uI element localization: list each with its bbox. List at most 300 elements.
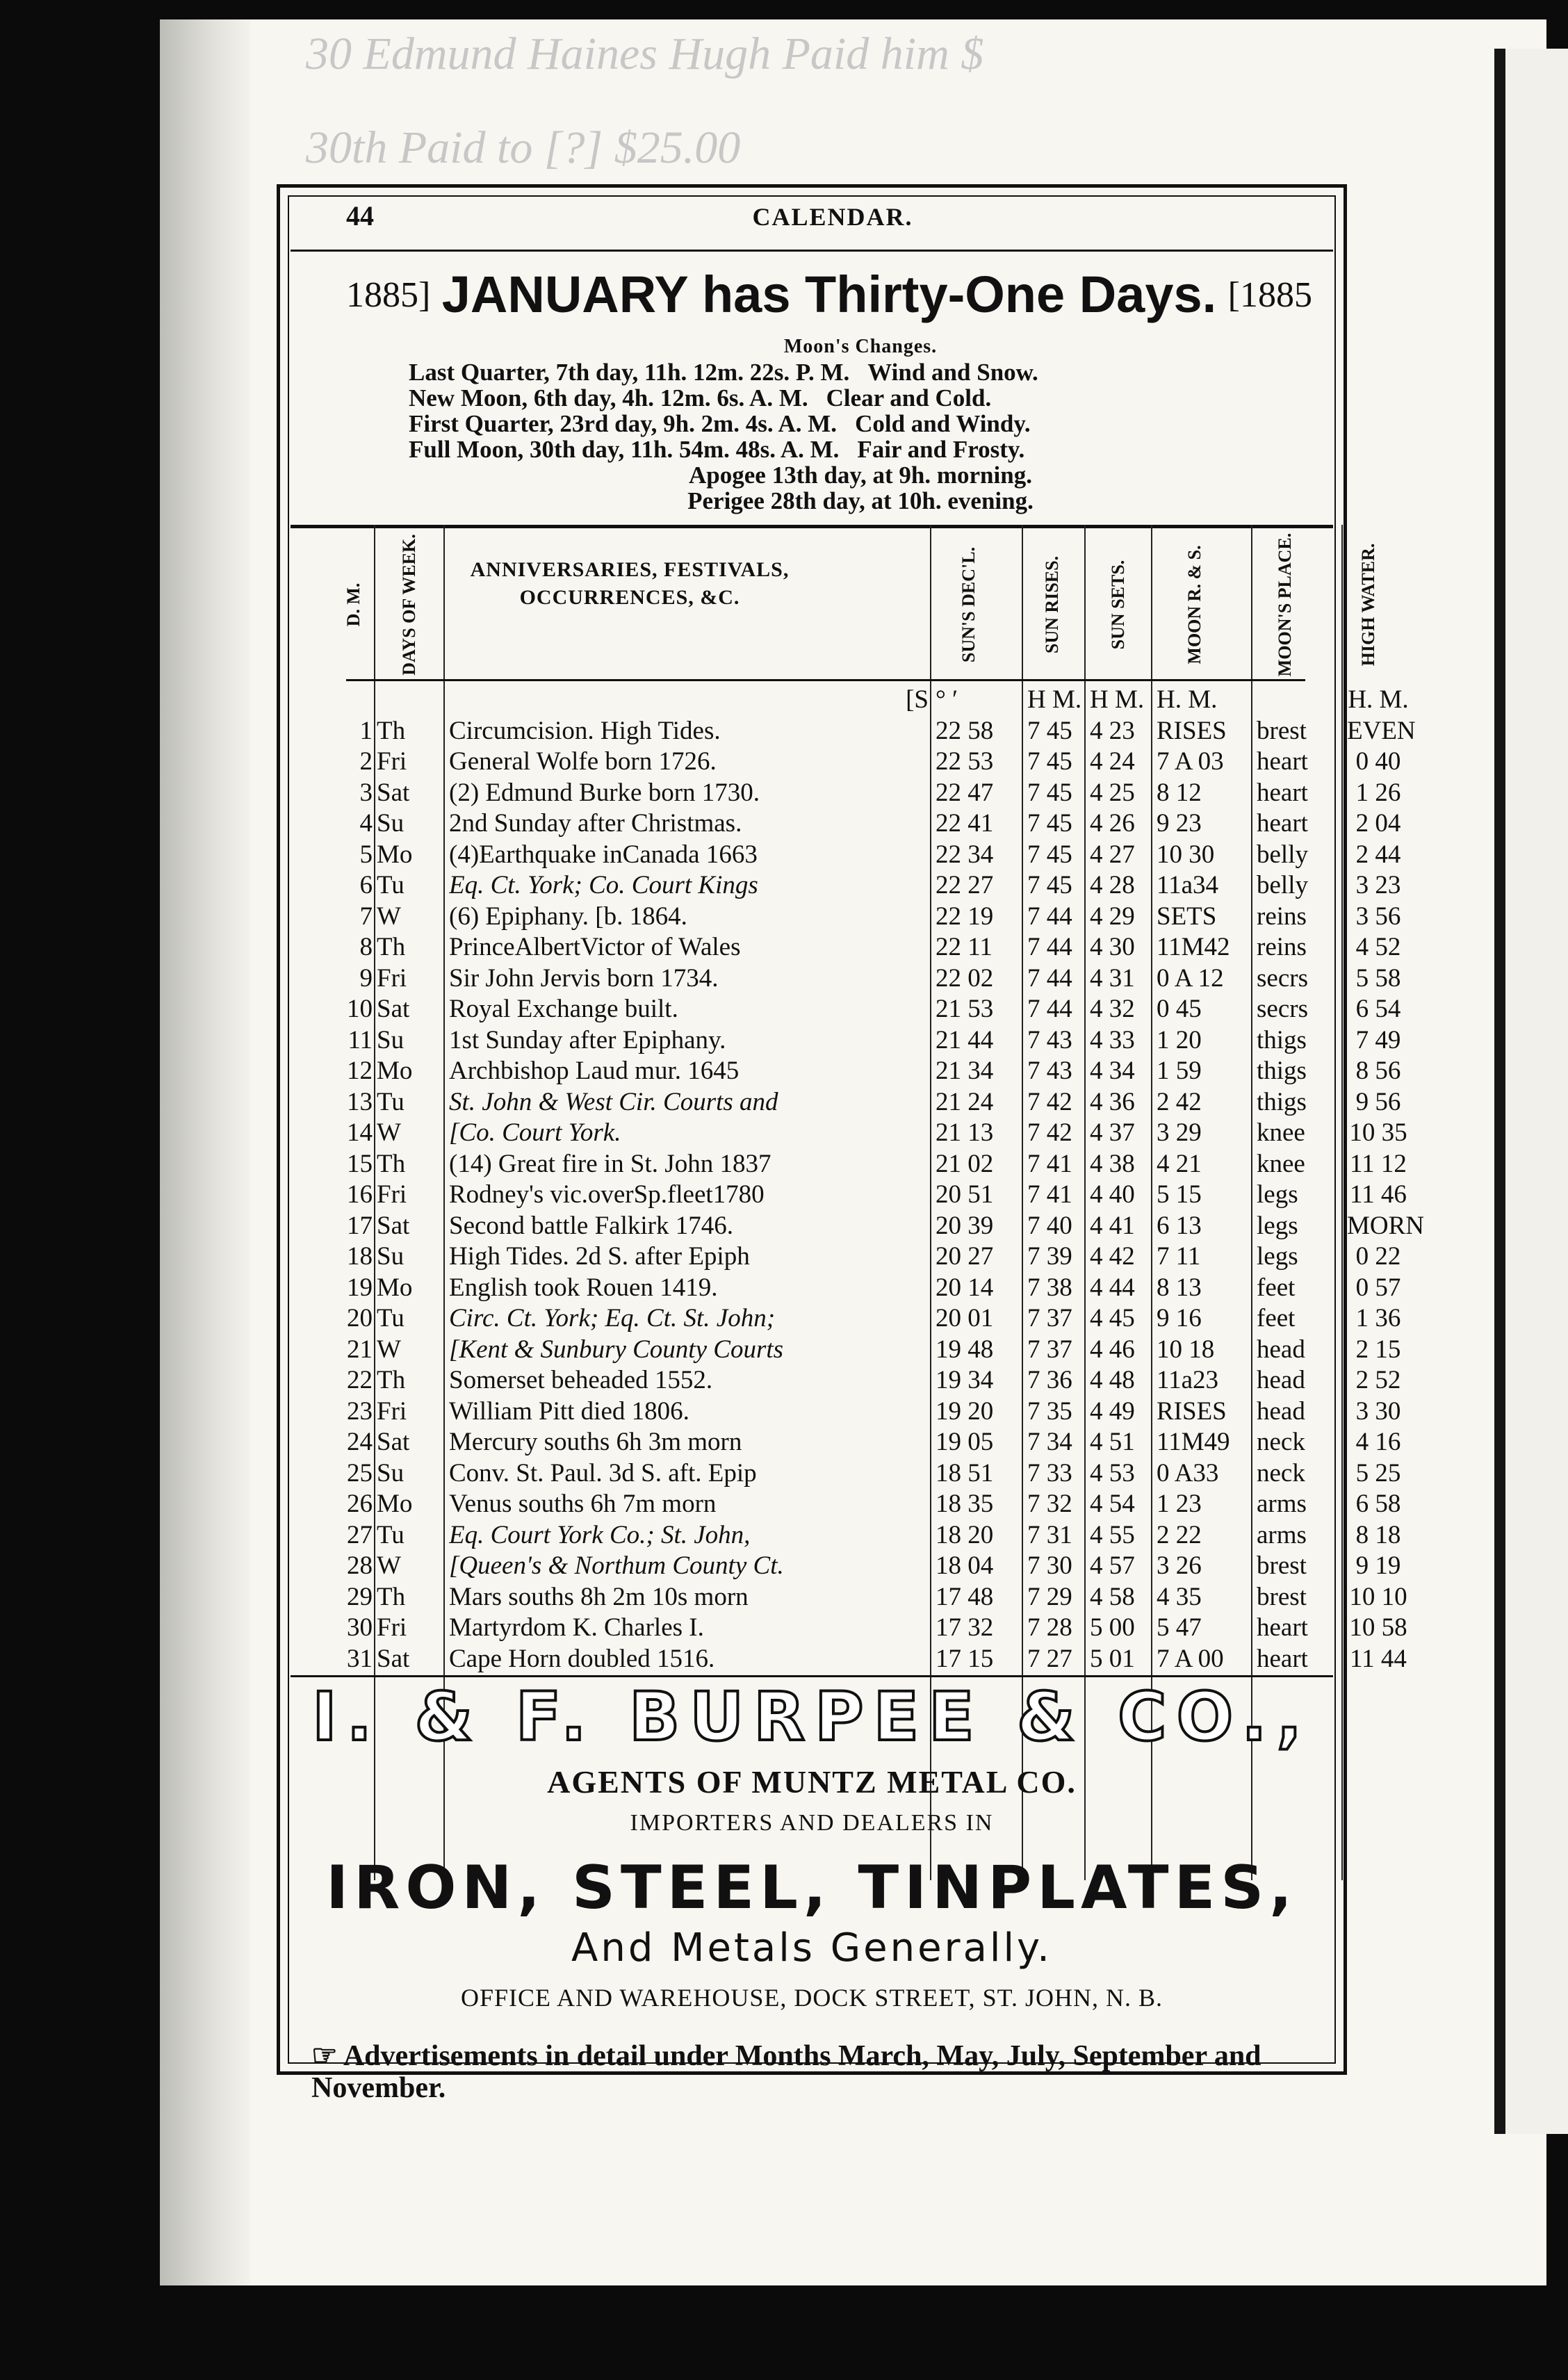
high-water: 8 18 [1355,1520,1401,1549]
moon-place: head [1257,1396,1305,1426]
page-number: 44 [346,200,374,231]
ad-note: ☞ Advertisements in detail under Months March, May, July, September and November. [311,2040,1261,2104]
calendar-table [338,685,1425,1674]
day-of-week: Su [377,1458,405,1488]
sun-rise: 7 44 [1027,933,1072,961]
sun-declination: 19 48 [936,1335,994,1364]
moon-place: feet [1257,1304,1296,1332]
day-of-week: Fri [377,747,407,776]
moon-line [409,385,1312,411]
sun-declination: 18 20 [936,1520,994,1549]
sun-set: 4 45 [1090,1304,1135,1332]
table-bottom-rule [291,1675,1333,1677]
day-of-month: 5 [359,840,373,869]
sun-rise: 7 43 [1027,1025,1072,1054]
sun-rise: 7 37 [1027,1304,1072,1332]
table-row [338,994,1401,1025]
sun-declination: 19 05 [936,1428,994,1456]
high-water: 3 23 [1355,871,1401,899]
sun-declination: 19 20 [936,1396,994,1426]
moon-place: heart [1257,809,1308,838]
moon-changes-heading: Moon's Changes. [783,336,938,357]
sun-declination: 22 02 [936,963,994,993]
high-water: MORN [1347,1211,1425,1240]
ad-metals: And Metals Generally. [571,1925,1052,1971]
day-of-week: Sat [377,1644,410,1673]
event: Rodney's vic.overSp.fleet1780 [449,1180,765,1209]
day-of-month: 11 [348,1025,373,1054]
event: [Kent & Sunbury County Courts [449,1335,784,1364]
sun-rise: 7 28 [1027,1613,1072,1642]
moon-place: brest [1257,1551,1307,1580]
sun-rise: 7 33 [1027,1458,1072,1488]
moon-place: belly [1257,871,1308,899]
sun-declination: 22 19 [936,902,994,931]
moon-place: heart [1257,1644,1308,1673]
moon-place: arms [1257,1520,1307,1549]
moon-rise-set: 7 A 00 [1157,1644,1224,1673]
table-row [338,963,1401,995]
event: 1st Sunday after Epiphany. [449,1025,726,1054]
sun-set: 4 51 [1090,1428,1135,1456]
day-of-month: 1 [359,716,373,745]
event: Conv. St. Paul. 3d S. aft. Epip [449,1458,757,1488]
sun-rise: 7 37 [1027,1335,1072,1364]
sun-rise: 7 44 [1027,995,1072,1023]
moon-place: legs [1257,1211,1298,1240]
moon-place: heart [1257,1613,1308,1642]
event: English took Rouen 1419. [449,1273,718,1302]
sun-declination: 19 34 [936,1366,994,1394]
sun-declination: 20 39 [936,1211,994,1240]
moon-rise-set: 1 23 [1157,1490,1202,1518]
table-row [338,747,1401,778]
table-row [338,778,1401,809]
day-of-month: 9 [359,963,373,993]
day-of-week: Fri [377,963,407,993]
sun-declination: 18 35 [936,1490,994,1518]
column-divider [1341,525,1343,1880]
sun-declination: 22 41 [936,809,994,838]
day-of-month: 8 [359,933,373,961]
sun-set: 4 34 [1090,1057,1135,1085]
units-hm: H M. [1027,685,1082,714]
day-of-week: Tu [377,871,405,899]
page-binding-shadow [160,19,250,2285]
sun-declination: 22 58 [936,716,994,745]
day-of-month: 20 [347,1304,373,1332]
sun-set: 4 28 [1090,871,1135,899]
event: PrinceAlbertVictor of Wales [449,933,741,961]
year-right: [1885 [1227,275,1312,315]
event: Sir John Jervis born 1734. [449,963,719,993]
moon-rise-set: RISES [1157,716,1227,745]
high-water: 9 56 [1355,1087,1401,1116]
moon-place: thigs [1257,1025,1307,1054]
day-of-month: 6 [359,871,373,899]
ad-importers: IMPORTERS AND DEALERS IN [630,1810,994,1836]
table-row [338,1303,1401,1335]
table-row [338,1180,1407,1211]
day-of-week: Su [377,809,405,838]
event: Somerset beheaded 1552. [449,1366,713,1394]
day-of-month: 16 [347,1180,373,1209]
table-row [338,1273,1401,1304]
moon-changes [409,334,1312,514]
day-of-month: 2 [359,747,373,776]
day-of-week: Fri [377,1180,407,1209]
header-rule [291,250,1333,252]
moon-rise-set: RISES [1157,1396,1227,1426]
moon-rise-set: 0 A33 [1157,1458,1219,1488]
moon-place: belly [1257,840,1308,869]
moon-place: thigs [1257,1057,1307,1085]
high-water: 10 58 [1349,1613,1407,1642]
day-of-month: 7 [359,902,373,931]
sun-declination: 22 47 [936,778,994,807]
day-of-week: Fri [377,1396,407,1426]
sun-set: 4 27 [1090,840,1135,869]
day-of-month: 25 [347,1458,373,1488]
day-of-month: 13 [347,1087,373,1116]
day-of-month: 14 [347,1118,373,1147]
event: Circumcision. High Tides. [449,716,721,745]
event: St. John & West Cir. Courts and [449,1087,778,1116]
event: High Tides. 2d S. after Epiph [449,1242,750,1271]
moon-rise-set: 11a34 [1157,871,1219,899]
moon-weather: Wind and Snow. [867,359,1038,386]
day-of-week: Sat [377,778,410,807]
day-of-month: 31 [347,1644,373,1673]
facing-page-edge [1494,49,1568,2134]
moon-rise-set: 3 29 [1157,1118,1202,1147]
event: Cape Horn doubled 1516. [449,1644,715,1673]
sun-rise: 7 45 [1027,809,1072,838]
sun-rise: 7 41 [1027,1180,1072,1209]
high-water: 4 16 [1355,1428,1401,1456]
sun-rise: 7 45 [1027,747,1072,776]
day-of-month: 3 [359,778,373,807]
year-left: 1885] [346,275,431,315]
day-of-month: 19 [347,1273,373,1302]
event: Mercury souths 6h 3m morn [449,1428,742,1456]
day-of-month: 30 [347,1613,373,1642]
event: Eq. Court York Co.; St. John, [449,1520,751,1549]
sun-set: 4 30 [1090,933,1135,961]
sun-rise: 7 34 [1027,1428,1072,1456]
moon-rise-set: 6 13 [1157,1211,1202,1240]
table-row [338,1489,1401,1520]
high-water: 2 15 [1355,1335,1401,1364]
day-of-week: Fri [377,1613,407,1642]
sun-set: 4 26 [1090,809,1135,838]
moon-phase: Last Quarter, 7th day, 11h. 12m. 22s. P. M. [409,359,850,386]
high-water: 0 57 [1355,1273,1401,1302]
day-of-month: 17 [347,1211,373,1240]
day-of-month: 4 [359,809,373,838]
table-row [338,1365,1401,1396]
moon-place: head [1257,1366,1305,1394]
day-of-week: Th [377,1582,406,1611]
units-s: [S [906,685,929,714]
sun-set: 4 48 [1090,1366,1135,1394]
day-of-week: Mo [377,1273,413,1302]
table-row [338,1644,1407,1675]
column-headers [338,532,1378,685]
month-title: JANUARY has Thirty-One Days. [441,266,1217,323]
col-moon-rises-sets: MOON R. & S. [1184,545,1204,665]
high-water: 9 19 [1355,1551,1401,1580]
sun-declination: 21 44 [936,1025,994,1054]
moon-rise-set: 3 26 [1157,1551,1202,1580]
sun-rise: 7 36 [1027,1366,1072,1394]
moon-place: heart [1257,778,1308,807]
col-high-water: HIGH WATER. [1358,543,1378,667]
ad-products: IRON, STEEL, TINPLATES, [326,1853,1298,1923]
event: Martyrdom K. Charles I. [449,1613,704,1642]
sun-rise: 7 44 [1027,902,1072,931]
sun-set: 4 29 [1090,902,1135,931]
table-row [338,1520,1401,1551]
sun-set: 4 49 [1090,1396,1135,1426]
sun-set: 4 33 [1090,1025,1135,1054]
high-water: 2 52 [1355,1366,1401,1394]
sun-declination: 21 02 [936,1149,994,1178]
sun-declination: 17 32 [936,1613,994,1642]
moon-rise-set: 10 18 [1157,1335,1215,1364]
units-hm: H M. [1090,685,1145,714]
table-row [338,1149,1407,1180]
event: (2) Edmund Burke born 1730. [449,778,760,807]
day-of-month: 26 [347,1490,373,1518]
moon-place: feet [1257,1273,1296,1302]
sun-rise: 7 44 [1027,963,1072,993]
sun-set: 4 37 [1090,1118,1135,1147]
table-row [338,1396,1401,1428]
day-of-month: 22 [347,1366,373,1394]
running-header [346,199,1319,248]
day-of-week: Sat [377,1428,410,1456]
sun-declination: 20 51 [936,1180,994,1209]
sun-set: 4 44 [1090,1273,1135,1302]
table-row [338,1427,1401,1458]
high-water: 11 12 [1350,1149,1407,1178]
ad-office-address: OFFICE AND WAREHOUSE, DOCK STREET, ST. JOHN, N. B. [460,1984,1163,2012]
sun-set: 4 58 [1090,1582,1135,1611]
moon-place: legs [1257,1242,1298,1271]
header-underline [346,679,1305,681]
event: [Co. Court York. [449,1118,621,1147]
sun-rise: 7 41 [1027,1149,1072,1178]
units-hm: H. M. [1157,685,1218,714]
anniv-head-line-2: OCCURRENCES, &C. [519,586,740,609]
sun-rise: 7 30 [1027,1551,1072,1580]
apogee-line: Apogee 13th day, at 9h. morning. [689,462,1032,489]
table-row [338,1458,1401,1490]
sun-rise: 7 38 [1027,1273,1072,1302]
event: Venus souths 6h 7m morn [449,1490,717,1518]
sun-rise: 7 43 [1027,1057,1072,1085]
month-title-row [346,261,1312,337]
moon-place: secrs [1257,963,1308,993]
event: William Pitt died 1806. [449,1396,689,1426]
moon-weather: Clear and Cold. [826,384,992,411]
anniv-head-line-1: ANNIVERSARIES, FESTIVALS, [470,558,790,581]
sun-set: 4 41 [1090,1211,1135,1240]
sun-declination: 21 13 [936,1118,994,1147]
moon-place: arms [1257,1490,1307,1518]
moon-rise-set: 0 45 [1157,995,1202,1023]
moon-rise-set: 8 12 [1157,778,1202,807]
day-of-month: 29 [347,1582,373,1611]
day-of-week: Tu [377,1520,405,1549]
table-row [338,1211,1425,1242]
table-row [338,1087,1401,1118]
day-of-month: 24 [347,1428,373,1456]
sun-rise: 7 45 [1027,840,1072,869]
day-of-month: 15 [347,1149,373,1178]
moon-weather: Fair and Frosty. [857,436,1025,463]
table-row [338,1551,1401,1582]
high-water: 2 44 [1355,840,1401,869]
table-row [338,1613,1407,1644]
sun-set: 4 55 [1090,1520,1135,1549]
moon-rise-set: 4 35 [1157,1582,1202,1611]
high-water: 10 10 [1349,1582,1407,1611]
event: Mars souths 8h 2m 10s morn [449,1582,749,1611]
sun-rise: 7 40 [1027,1211,1072,1240]
day-of-week: Su [377,1025,405,1054]
day-of-week: Th [377,1149,406,1178]
high-water: 3 30 [1355,1396,1401,1426]
sun-declination: 21 53 [936,995,994,1023]
table-row [338,840,1401,871]
moon-rise-set: 5 15 [1157,1180,1202,1209]
sun-declination: 22 53 [936,747,994,776]
high-water: 6 58 [1355,1490,1401,1518]
moon-place: secrs [1257,995,1308,1023]
day-of-month: 18 [347,1242,373,1271]
sun-rise: 7 32 [1027,1490,1072,1518]
sun-rise: 7 42 [1027,1087,1072,1116]
event: Royal Exchange built. [449,995,678,1023]
sun-rise: 7 45 [1027,778,1072,807]
event: (14) Great fire in St. John 1837 [449,1149,771,1178]
moon-place: brest [1257,1582,1307,1611]
moon-place: heart [1257,747,1308,776]
moon-rise-set: 9 23 [1157,809,1202,838]
moon-phase: Full Moon, 30th day, 11h. 54m. 48s. A. M. [409,436,840,463]
moon-place: brest [1257,716,1307,745]
event: [Queen's & Northum County Ct. [449,1551,784,1580]
moon-place: legs [1257,1180,1298,1209]
moon-rise-set: SETS [1157,902,1217,931]
day-of-week: Th [377,933,406,961]
moon-rise-set: 2 42 [1157,1087,1202,1116]
table-row [338,1118,1407,1149]
sun-rise: 7 35 [1027,1396,1072,1426]
day-of-month: 12 [347,1057,373,1085]
table-row [338,1025,1401,1057]
moon-rise-set: 5 47 [1157,1613,1202,1642]
col-sun-declination: SUN'S DEC'L. [958,546,979,663]
col-anniversaries [435,556,824,612]
sun-rise: 7 31 [1027,1520,1072,1549]
day-of-week: W [377,1335,401,1364]
high-water: 1 36 [1355,1304,1401,1332]
high-water: 5 25 [1355,1458,1401,1488]
high-water: 7 49 [1355,1025,1401,1054]
moon-phase: New Moon, 6th day, 4h. 12m. 6s. A. M. [409,384,808,411]
day-of-month: 10 [347,995,373,1023]
ad-firm-name: I. & F. BURPEE & CO., [311,1678,1312,1756]
table-top-rule [291,525,1333,528]
high-water: 4 52 [1355,933,1401,961]
sun-set: 4 46 [1090,1335,1135,1364]
table-row [338,1241,1401,1273]
event: (4)Earthquake inCanada 1663 [449,840,758,869]
sun-set: 4 42 [1090,1242,1135,1271]
moon-place: head [1257,1335,1305,1364]
day-of-week: Mo [377,1057,413,1085]
high-water: 8 56 [1355,1057,1401,1085]
moon-rise-set: 0 A 12 [1157,963,1224,993]
high-water: 11 44 [1350,1644,1407,1673]
advertisement [291,1679,1333,2104]
units-hm: H. M. [1348,685,1409,714]
event: Circ. Ct. York; Eq. Ct. St. John; [449,1304,776,1332]
high-water: 1 26 [1355,778,1401,807]
day-of-month: 21 [347,1335,373,1364]
sun-declination: 18 51 [936,1458,994,1488]
sun-declination: 17 15 [936,1644,994,1673]
moon-rise-set: 7 11 [1157,1242,1201,1271]
table-row [338,902,1401,933]
sun-set: 4 53 [1090,1458,1135,1488]
sun-declination: 22 27 [936,871,994,899]
sun-declination: 22 11 [936,933,993,961]
high-water: 11 46 [1350,1180,1407,1209]
units-degrees: ° ′ [936,685,958,714]
moon-rise-set: 1 20 [1157,1025,1202,1054]
table-row [338,932,1401,963]
table-row [338,870,1401,902]
day-of-week: Th [377,716,406,745]
moon-rise-set: 11a23 [1157,1366,1219,1394]
table-row [338,1056,1401,1087]
sun-set: 4 32 [1090,995,1135,1023]
sun-declination: 18 04 [936,1551,994,1580]
col-sun-rises: SUN RISES. [1042,555,1062,654]
moon-phase: First Quarter, 23rd day, 9h. 2m. 4s. A. M. [409,410,838,437]
moon-line [409,411,1312,437]
moon-rise-set: 2 22 [1157,1520,1202,1549]
high-water: 6 54 [1355,995,1401,1023]
day-of-week: W [377,902,401,931]
col-moon-place: MOON'S PLACE. [1275,532,1295,677]
day-of-month: 27 [347,1520,373,1549]
col-day-of-month: D. M. [343,582,364,627]
pencil-note-1: 30 Edmund Haines Hugh Paid him $ [306,28,984,79]
moon-rise-set: 10 30 [1157,840,1215,869]
sun-declination: 20 27 [936,1242,994,1271]
sun-rise: 7 39 [1027,1242,1072,1271]
day-of-week: W [377,1551,401,1580]
event: Eq. Ct. York; Co. Court Kings [449,871,758,899]
moon-place: neck [1257,1428,1305,1456]
day-of-week: Tu [377,1087,405,1116]
sun-set: 4 40 [1090,1180,1135,1209]
